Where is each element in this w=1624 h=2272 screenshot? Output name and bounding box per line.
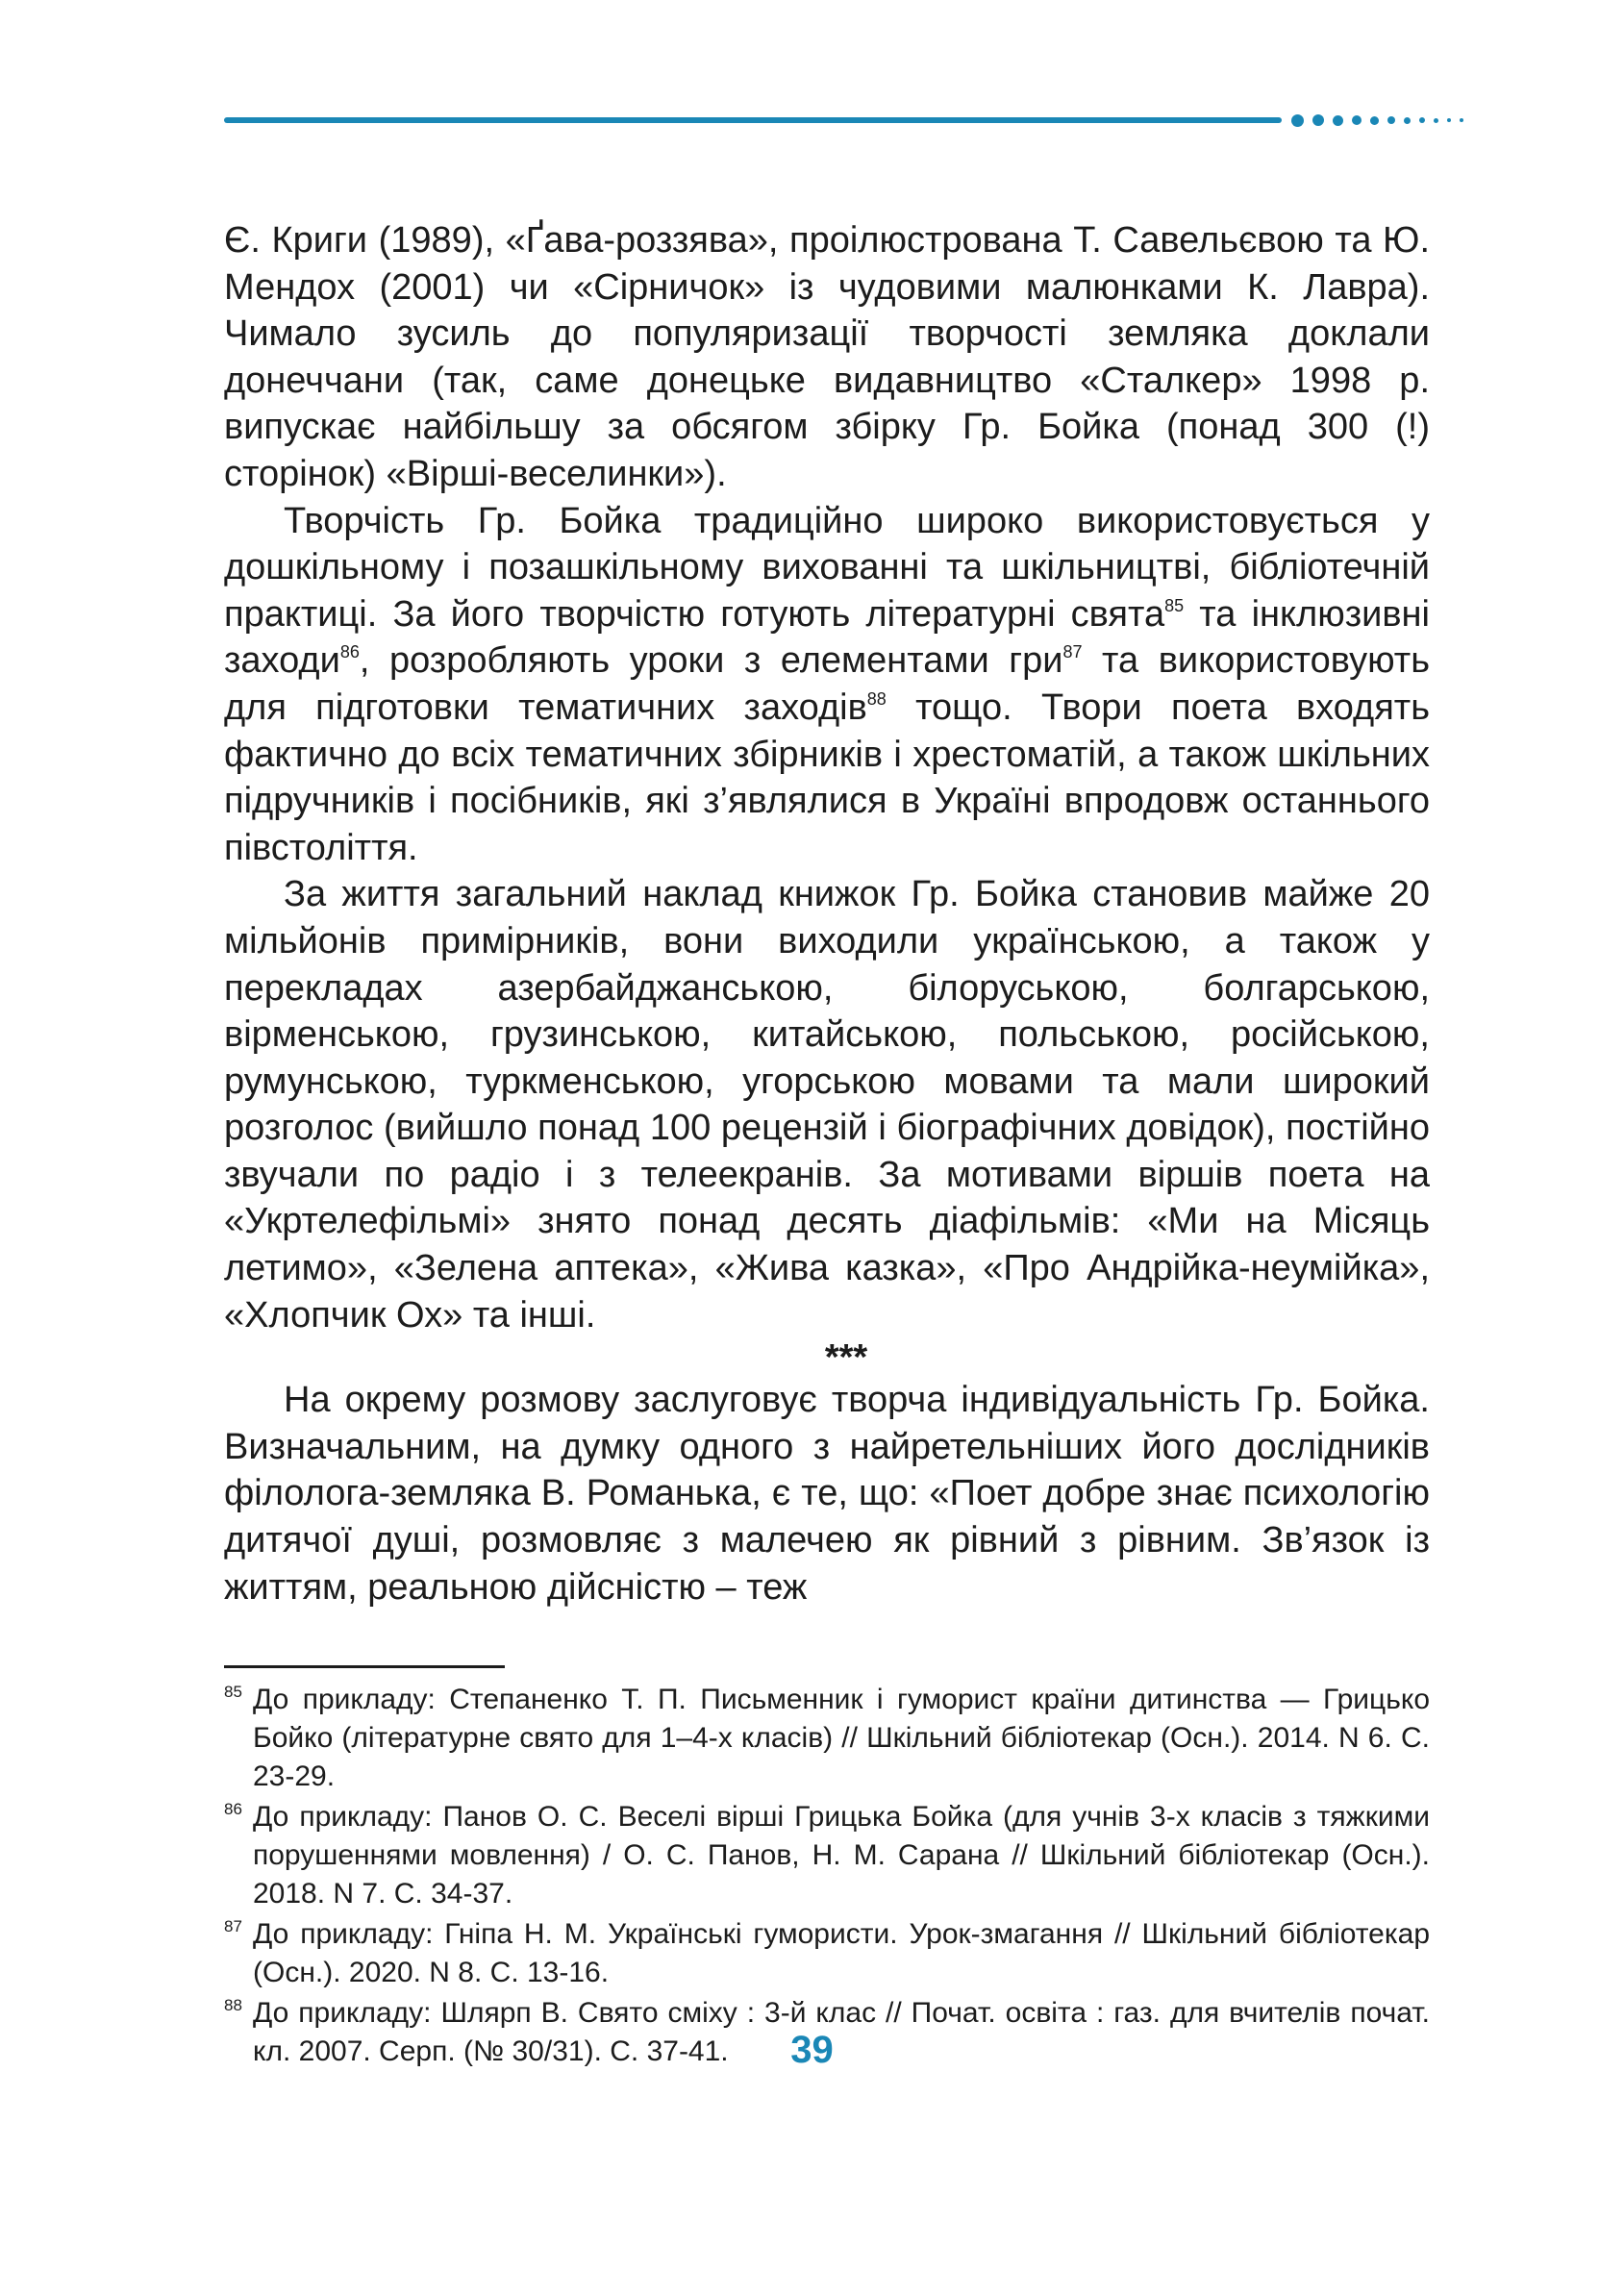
paragraph-2-part-5: тощо. Твори поета входять фактично до всіх тематичних збірників і хрестоматій, а також шкільних підручників і посібників, які з’являлися в Україні впродовж останнього півстоліття. <box>224 687 1430 868</box>
paragraph-2-part-2: та інклюзивні заходи <box>224 593 1430 682</box>
footnote-text: До прикладу: Степаненко Т. П. Письменник і гуморист країни дитинства — Грицько Бойко (літературне свято для 1–4-х класів) // Шкільний бібліотекар (Осн.). 2014. N 6. С. 23-29. <box>253 1684 1430 1792</box>
header-dot <box>1419 117 1425 123</box>
footnote-85 <box>224 1681 1430 1796</box>
paragraph-2-part-4: та використовують для підготовки тематичних заходів <box>224 640 1430 728</box>
header-dots <box>1291 112 1463 129</box>
paragraph-4: На окрему розмову заслуговує творча індивідуальність Гр. Бойка. Визначальним, на думку одного з найретельніших його дослідників філолога-земляка В. Романька, є те, що: «Поет добре знає психологію дитячої душі, розмовляє з малечею як рівний з рівним. Зв’язок із життям, реальною дійсністю – теж <box>224 1380 1430 1608</box>
footnote-text: До прикладу: Панов О. С. Веселі вірші Грицька Бойка (для учнів 3-х класів з тяжкими порушеннями мовлення) / О. С. Панов, Н. М. Сарана // Шкільний бібліотекар (Осн.). 2018. N 7. С. 34-37. <box>253 1801 1430 1910</box>
header-dot <box>1312 114 1324 126</box>
header-dot <box>1291 114 1304 127</box>
header-dot <box>1370 116 1379 125</box>
footnote-ref-88[interactable]: 88 <box>866 688 887 709</box>
header-dot <box>1333 115 1343 126</box>
paragraph-3: За життя загальний наклад книжок Гр. Бойка становив майже 20 мільйонів примірників, вони виходили українською, а також у перекладах азербайджанською, білоруською, болгарською, вірменською, грузинською, китайською, польською, російською, румунською, туркменською, угорською мовами та мали широкий розголос (вийшло понад 100 рецензій і біографічних довідок), постійно звучали по радіо і з телеекранів. За мотивами віршів поета на «Укртелефільмі» знято понад десять діафільмів: «Ми на Місяць летимо», «Зелена аптека», «Жива казка», «Про Андрійка-неумійка», «Хлопчик Ох» та інші. <box>224 874 1430 1336</box>
header-dot <box>1404 117 1411 124</box>
section-separator: *** <box>824 1337 868 1379</box>
footnote-86 <box>224 1798 1430 1913</box>
header-dot <box>1447 118 1451 122</box>
footnote-ref-86[interactable]: 86 <box>339 642 360 662</box>
footnote-text: До прикладу: Шлярп В. Свято сміху : 3-й клас // Почат. освіта : газ. для вчителів почат. кл. 2007. Серп. (№ 30/31). С. 37-41. <box>253 1997 1430 2067</box>
main-text <box>224 217 1430 1610</box>
paragraph-2-part-3: , розробляють уроки з елементами гри <box>359 640 1063 682</box>
footnote-87 <box>224 1915 1430 1992</box>
header-dot <box>1434 118 1438 123</box>
footnote-number: 86 <box>224 1800 242 1818</box>
footnote-number: 87 <box>224 1917 242 1935</box>
footnotes <box>224 1681 1430 2073</box>
footnote-number: 85 <box>224 1683 242 1701</box>
paragraph-1: Є. Криги (1989), «Ґава-роззява», проілюстрована Т. Савельєвою та Ю. Мендох (2001) чи «Сірничок» із чудовими малюнками К. Лавра). Чимало зусиль до популяризації творчості земляка доклали донеччани (так, саме донецьке видавництво «Сталкер» 1998 р. випускає найбільшу за обсягом збірку Гр. Бойка (понад 300 (!) сторінок) «Вірші-веселинки»). <box>224 220 1430 494</box>
footnote-text: До прикладу: Гніпа Н. М. Українські гумористи. Урок-змагання // Шкільний бібліотекар (Осн.). 2020. N 8. С. 13-16. <box>253 1918 1430 1988</box>
footnote-number: 88 <box>224 1996 242 2014</box>
header-dot <box>1352 115 1362 125</box>
page-number: 39 <box>790 2029 834 2071</box>
header-dot <box>1460 118 1463 122</box>
paragraph-2 <box>224 498 1430 872</box>
footnote-ref-87[interactable]: 87 <box>1062 642 1083 662</box>
paragraph-2-part-1: Творчість Гр. Бойка традиційно широко використовується у дошкільному і позашкільному вихованні та шкільництві, бібліотечній практиці. За його творчістю готують літературні свята <box>224 500 1430 635</box>
footnote-ref-85[interactable]: 85 <box>1164 595 1185 615</box>
footnote-rule <box>224 1665 505 1668</box>
header-rule <box>224 117 1282 123</box>
header-dot <box>1387 116 1395 124</box>
